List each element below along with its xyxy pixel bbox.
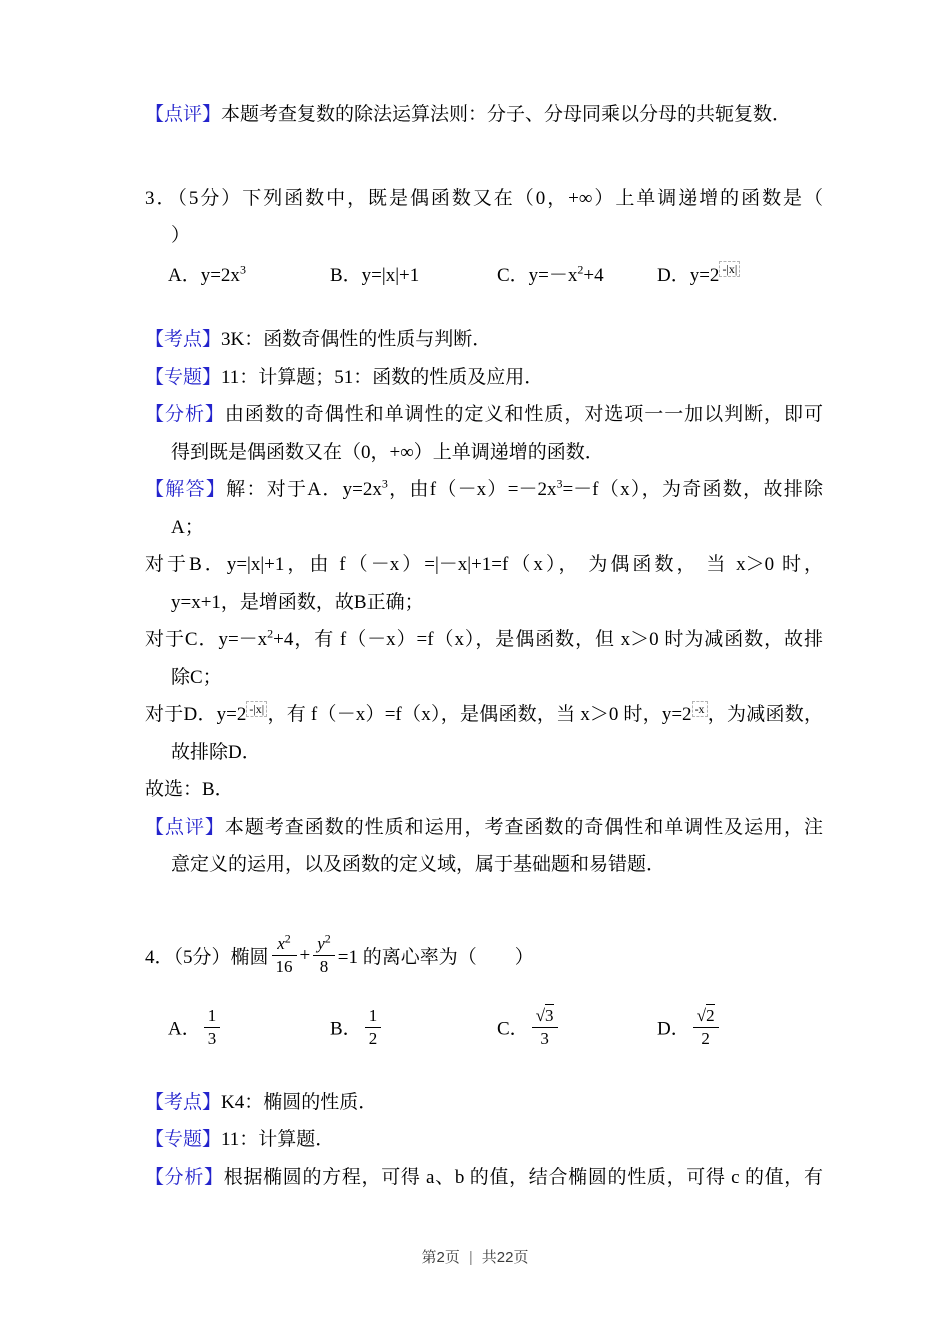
question-3-options [145, 257, 823, 295]
option-d [657, 1006, 823, 1048]
text-line: y=x+1，是增函数，故B正确； [171, 591, 424, 613]
fraction-denominator: 8 [319, 957, 329, 976]
page-footer [0, 1246, 950, 1267]
text-line: 意定义的运用，以及函数的定义域，属于基础题和易错题． [171, 854, 666, 875]
question-4-options [145, 1000, 823, 1056]
text-line [145, 1159, 823, 1197]
fraction-1-3 [204, 1006, 221, 1048]
text-line: ） [171, 225, 191, 246]
fraction-numerator: $x^2$ [272, 934, 297, 956]
section-label-fenxi: 【分析】 [145, 404, 225, 425]
text-line [145, 809, 823, 847]
section-label-zhuanti: 【专题】 [145, 1129, 222, 1150]
comment-text: 本题考查复数的除法运算法则：分子、分母同乘以分母的共轭复数． [221, 104, 792, 125]
text-line: 故排除D． [171, 741, 261, 763]
text-line: 对于C．$y=-x^2+4$，有 f（－x）=f（x），是偶函数，但 x＞0 时为减函数，故排 [145, 626, 823, 650]
fraction-sqrt3-3 [532, 1006, 558, 1048]
section-label-zhuanti: 【专题】 [145, 366, 222, 388]
solution-case-b [145, 546, 823, 621]
text-line [145, 96, 823, 134]
section-label-jieda: 【解答】 [145, 479, 227, 500]
q4-suffix: =1 的离心率为（ ） [337, 947, 534, 968]
fraction-sqrt2-2 [693, 1006, 719, 1048]
section-label-kaodian: 【考点】 [145, 329, 222, 350]
fraction-denominator: 16 [275, 957, 293, 976]
fraction-denominator: 2 [368, 1029, 378, 1048]
section-label-fenxi: 【分析】 [145, 1166, 224, 1188]
option-label: D． [657, 1019, 690, 1040]
fraction-numerator: 1 [365, 1006, 382, 1028]
fraction-x2-16 [272, 931, 297, 976]
solution-q3 [145, 471, 823, 546]
dianping-text: 本题考查函数的性质和运用，考查函数的奇偶性和单调性及运用，注 [224, 816, 823, 838]
answer-conclusion-q3 [145, 771, 823, 809]
fenxi-text: 由函数的奇偶性和单调性的定义和性质，对选项一一加以判断，即可 [224, 404, 823, 425]
analysis-q4 [145, 1159, 823, 1197]
zhuanti-text: 11：计算题；51：函数的性质及应用． [221, 366, 544, 388]
text-line [145, 321, 823, 359]
option-b: B．y=|x|+1 [330, 264, 420, 286]
document-content [145, 0, 823, 1196]
text-line: 得到既是偶函数又在（0，+∞）上单调递增的函数． [171, 441, 604, 463]
text-line: 对于D．y=2 $^{-|x|}$ ，有 f（－x）=f（x），是偶函数，当 x＞0 时，y=2 $^{-x}$ ，为减函数， [145, 701, 823, 725]
fraction-denominator: 3 [540, 1029, 549, 1048]
fraction-numerator: √3 [532, 1006, 558, 1028]
fenxi-text: 根据椭圆的方程，可得 a、b 的值，结合椭圆的性质，可得 c 的值，有 [223, 1166, 823, 1188]
text-line [145, 359, 823, 397]
option-a [168, 1006, 330, 1048]
option-d: D．y=2 $^{-|x|}$ [657, 257, 823, 295]
text-line: A； [171, 516, 204, 538]
text-line: 除C； [171, 666, 222, 688]
fraction-denominator: 3 [207, 1029, 217, 1048]
section-label-comment: 【点评】 [145, 104, 222, 125]
knowledge-point-q4 [145, 1084, 823, 1122]
option-label: B． [330, 1019, 362, 1040]
section-label-dianping: 【点评】 [145, 816, 225, 838]
option-label: A． [168, 1019, 201, 1040]
plus-sign: + [299, 944, 311, 966]
solution-case-d [145, 696, 823, 771]
fraction-numerator: $y^2$ [313, 934, 335, 956]
question-4-stem [145, 924, 823, 988]
text-line [145, 1121, 823, 1159]
zhuanti-text: 11：计算题． [221, 1129, 335, 1150]
section-label-kaodian: 【考点】 [145, 1091, 222, 1113]
topic-q4 [145, 1121, 823, 1159]
text-line [145, 1084, 823, 1122]
footer-separator: | [468, 1249, 473, 1266]
text-line: 对于B．y=|x|+1，由 f（－x）=|－x|+1=f（x）， 为偶函数， 当 x＞0 时， [145, 554, 823, 575]
q4-prefix: 4．（5分）椭圆 [145, 947, 269, 968]
kaodian-text: 3K：函数奇偶性的性质与判断． [221, 329, 492, 350]
text-line: 故选：B． [145, 779, 234, 800]
kaodian-text: K4：椭圆的性质． [221, 1091, 378, 1113]
option-a: A．$y=2x^3$ [168, 262, 246, 286]
option-b [330, 1006, 497, 1048]
question-3-stem [145, 180, 823, 255]
jieda-text: 解：对于A．$y=2x^3$，由$f(-x)=-2x^3=-f(x)$，为奇函数，故排除 [226, 476, 823, 500]
option-c: C．$y=-x^2+4$ [497, 262, 604, 286]
analysis-q3 [145, 396, 823, 471]
text-line: 3．（5分）下列函数中，既是偶函数又在（0，+∞）上单调递增的函数是（ [145, 187, 823, 209]
page-total: 共22页 [481, 1249, 529, 1266]
fraction-1-2 [365, 1006, 382, 1048]
option-label: C． [497, 1019, 529, 1040]
solution-case-c [145, 621, 823, 696]
fraction-numerator: √2 [693, 1006, 719, 1028]
text-line [145, 396, 823, 434]
fraction-numerator: 1 [204, 1006, 221, 1028]
comment-paragraph-q2 [145, 96, 823, 134]
topic-q3 [145, 359, 823, 397]
fraction-denominator: 2 [701, 1029, 710, 1048]
fraction-y2-8 [313, 931, 335, 976]
page-number: 第2页 [421, 1249, 460, 1266]
comment-paragraph-q3 [145, 809, 823, 884]
knowledge-point-q3 [145, 321, 823, 359]
text-line [145, 471, 823, 509]
option-c [497, 1006, 657, 1048]
